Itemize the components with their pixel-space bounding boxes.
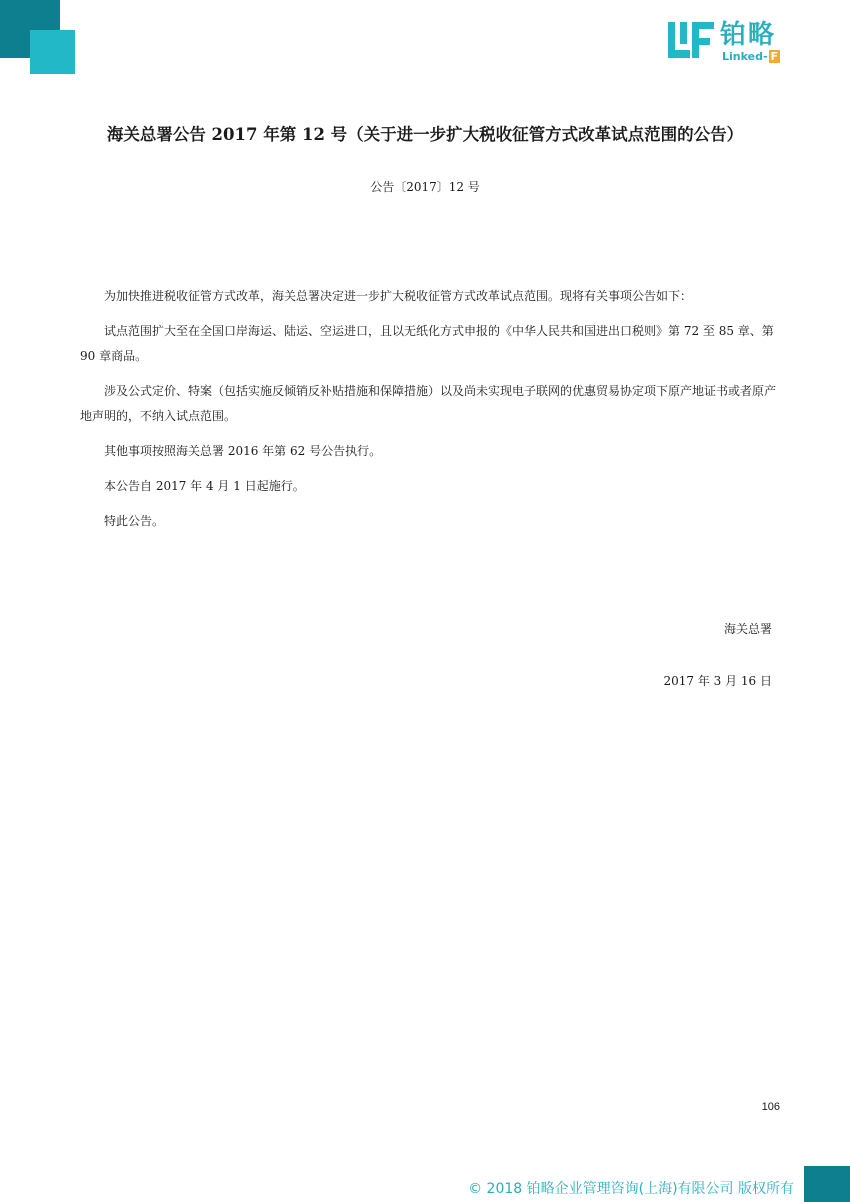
corner-decoration-light xyxy=(30,30,75,74)
document-title: 海关总署公告 2017 年第 12 号（关于进一步扩大税收征管方式改革试点范围的公告） xyxy=(106,125,744,144)
document-body xyxy=(80,284,780,544)
page-number: 106 xyxy=(761,1101,780,1113)
paragraph-2: 试点范围扩大至在全国口岸海运、陆运、空运进口，且以无纸化方式申报的《中华人民共和国进出口税则》第 72 至 85 章、第 90 章商品。 xyxy=(80,324,774,363)
document-number: 公告〔2017〕12 号 xyxy=(370,180,480,194)
paragraph-3: 涉及公式定价、特案（包括实施反倾销反补贴措施和保障措施）以及尚未实现电子联网的优惠贸易协定项下原产地证书或者原产地声明的，不纳入试点范围。 xyxy=(80,384,777,423)
logo-english-name xyxy=(722,50,780,63)
paragraph-5: 本公告自 2017 年 4 月 1 日起施行。 xyxy=(104,479,305,493)
footer-copyright: © 2018 铂略企业管理咨询(上海)有限公司 版权所有 xyxy=(468,1181,794,1197)
logo-chinese-name: 铂略 xyxy=(720,20,777,50)
paragraph-4: 其他事项按照海关总署 2016 年第 62 号公告执行。 xyxy=(104,444,382,458)
company-logo xyxy=(668,20,798,66)
logo-english-text: Linked- xyxy=(722,50,768,63)
logo-english-tag: F xyxy=(770,50,779,63)
paragraph-1: 为加快推进税收征管方式改革，海关总署决定进一步扩大税收征管方式改革试点范围。现将有关事项公告如下： xyxy=(104,289,693,303)
footer-decoration xyxy=(804,1166,850,1202)
signature-date: 2017 年 3 月 16 日 xyxy=(663,674,772,688)
logo-mark-icon xyxy=(668,20,716,62)
signature-organization: 海关总署 xyxy=(723,622,772,636)
paragraph-6: 特此公告。 xyxy=(104,514,165,528)
